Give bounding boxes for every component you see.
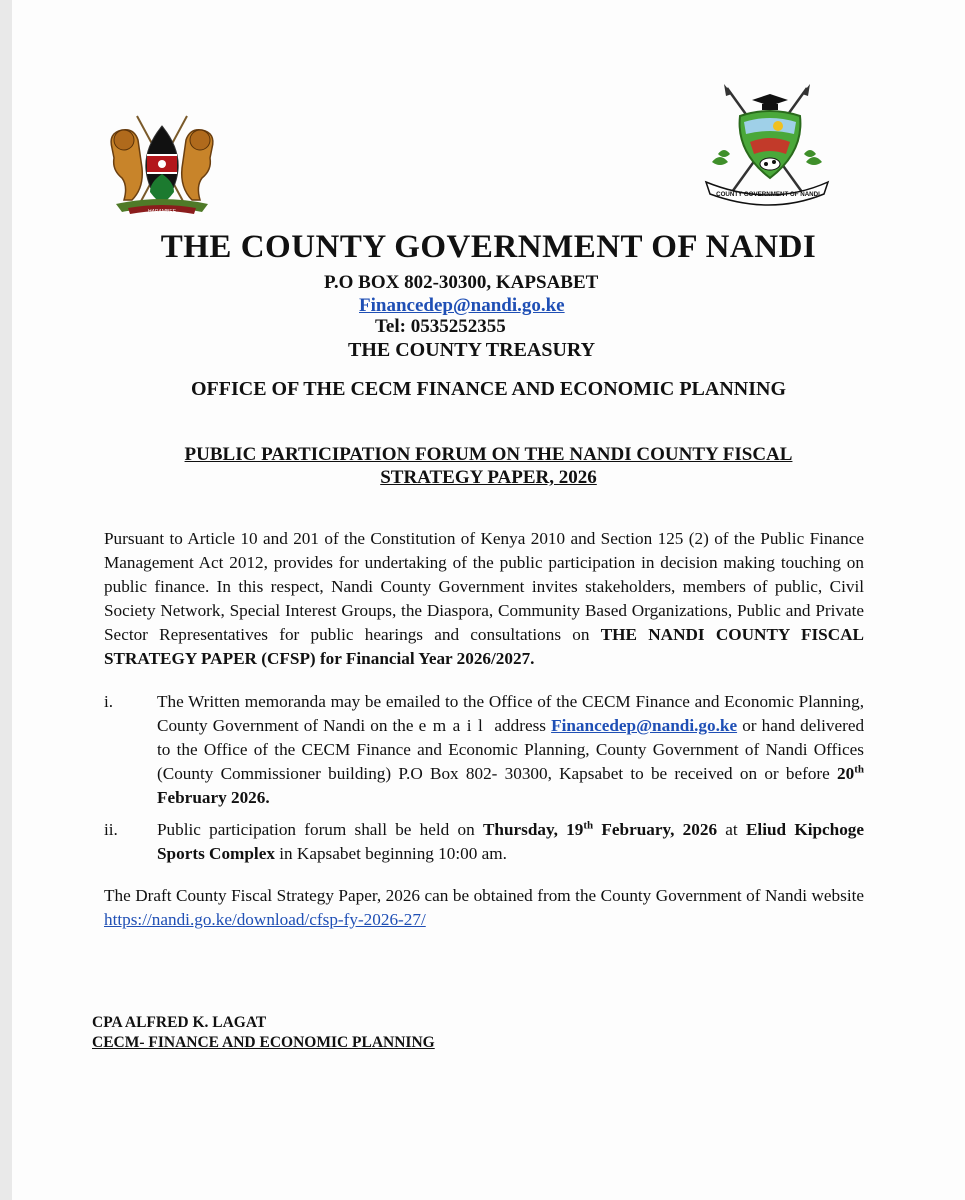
intro-text: Pursuant to Article 10 and 201 of the Constitution of Kenya 2010 and Section 125 (2) of the Public Finance Management Act 2012, provides for undertaking of the public participation in decision making touching on public finance. In this respect, Nandi County Government invites stakeholders, members of public, Civil Society Network, Special Interest Groups, the Diaspora, Community Based Organizations, Public and Private Sector Representatives for public hearings and consultations on [104, 529, 864, 644]
item1-deadline-rest: February 2026. [157, 788, 270, 807]
treasury-heading: THE COUNTY TREASURY [348, 339, 596, 361]
cfsp-download-link[interactable]: https://nandi.go.ke/download/cfsp-fy-2026-27/ [104, 910, 426, 929]
item2-text-b: in Kapsabet beginning 10:00 am. [279, 844, 507, 863]
item1-email-link[interactable]: Financedep@nandi.go.ke [551, 716, 738, 735]
notice-heading-line1: PUBLIC PARTICIPATION FORUM ON THE NANDI COUNTY FISCAL [184, 444, 793, 465]
telephone: Tel: 0535252355 [375, 316, 506, 337]
header-email-link[interactable]: Financedep@nandi.go.ke [359, 295, 565, 316]
item2-date-sup: th [583, 819, 594, 832]
item2-text-a: Public participation forum shall be held on [157, 820, 475, 839]
closing-paragraph [104, 884, 864, 932]
page-title: THE COUNTY GOVERNMENT OF NANDI [160, 229, 817, 265]
list-item-2 [104, 818, 864, 868]
intro-bold-text: THE NANDI COUNTY FISCAL STRATEGY PAPER (CFSP) for Financial Year 2026/2027. [104, 625, 864, 668]
list-item-2-number: ii. [104, 820, 118, 839]
list-item-2-text [157, 818, 864, 866]
document-page [12, 0, 965, 1200]
notice-heading-line2: STRATEGY PAPER, 2026 [380, 467, 597, 488]
item2-text-at: at [725, 820, 738, 839]
kenya-motto-text: HARAMBEE [147, 209, 177, 215]
item2-date-a: Thursday, 19 [482, 820, 584, 839]
item1-address-word: address [494, 716, 546, 735]
item1-text-a: The Written memoranda may be emailed to the Office of the CECM Finance and Economic Planning, County Government of Nandi on the [157, 692, 864, 735]
kenya-coat-of-arms-logo [102, 108, 222, 218]
closing-text: The Draft County Fiscal Strategy Paper, 2026 can be obtained from the County Government of Nandi website [104, 886, 864, 905]
item1-text-b: or hand delivered to the Office of the CECM Finance and Economic Planning, County Government of Nandi Offices (County Commissioner building) P.O Box 802- 30300, Kapsabet to be received on or before [157, 716, 865, 783]
list-item-1 [104, 690, 864, 815]
item1-email-word: email [418, 716, 490, 735]
nandi-county-seal-logo [692, 82, 842, 212]
signatory-role: CECM- FINANCE AND ECONOMIC PLANNING [92, 1034, 435, 1051]
item1-deadline-sup: th [854, 763, 864, 776]
item1-deadline-day: 20 [837, 764, 855, 783]
county-seal-text: COUNTY GOVERNMENT OF NANDI [716, 191, 820, 198]
item2-venue: Eliud Kipchoge Sports Complex [157, 820, 865, 863]
signatory-name: CPA ALFRED K. LAGAT [92, 1014, 267, 1031]
list-item-1-number: i. [104, 692, 114, 711]
intro-paragraph [104, 527, 864, 671]
office-heading: OFFICE OF THE CECM FINANCE AND ECONOMIC PLANNING [190, 378, 787, 400]
list-item-1-text [157, 690, 864, 810]
postal-address: P.O BOX 802-30300, KAPSABET [324, 272, 599, 293]
item2-date-b: February, 2026 [601, 820, 718, 839]
